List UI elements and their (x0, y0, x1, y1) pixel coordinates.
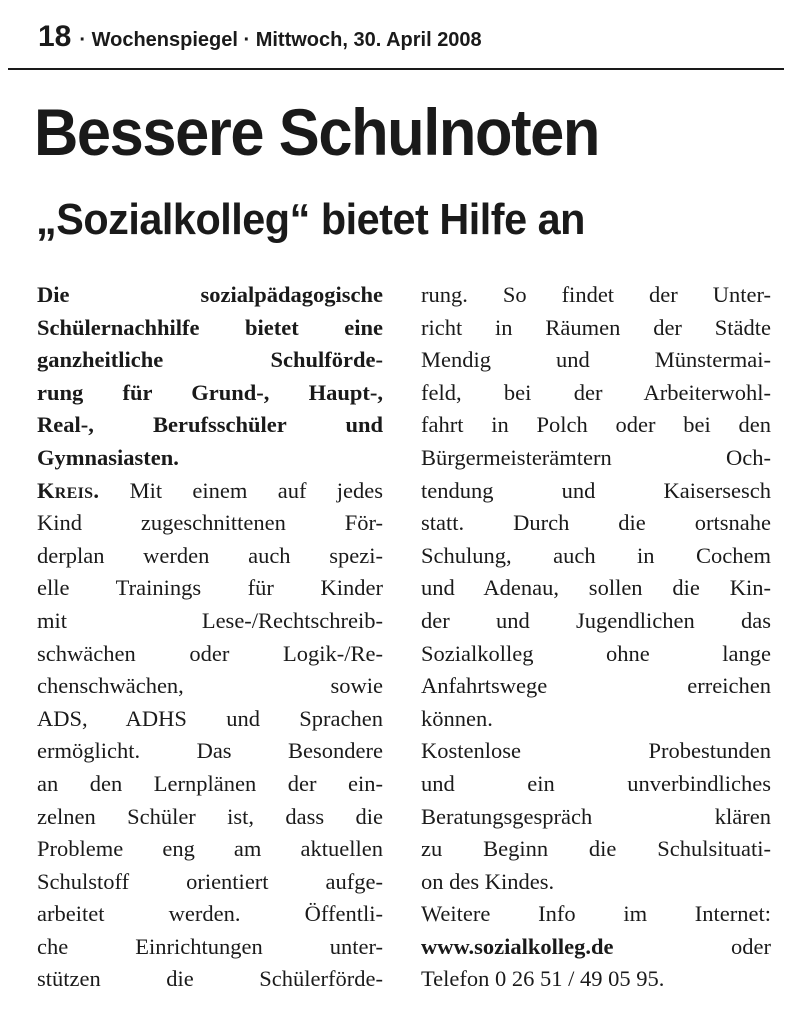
page-number: 18 (38, 20, 72, 53)
website-line (421, 931, 771, 964)
body-line: Schulung, auch in Cochem (421, 542, 771, 568)
body-line: tendung und Kaisersesch (421, 477, 771, 503)
website-link[interactable]: www.sozialkolleg.de (421, 933, 614, 959)
lead-line: rung für Grund-, Haupt-, (37, 379, 383, 405)
body-line: zu Beginn die Schulsituati- (421, 836, 771, 862)
body-line: statt. Durch die ortsnahe (421, 510, 771, 536)
article-body-left (37, 475, 383, 997)
body-line: Kostenlose Probestunden (421, 738, 771, 764)
article-column-left (37, 279, 383, 996)
body-line: derplan werden auch spezi- (37, 542, 383, 568)
body-line: ermöglicht. Das Besondere (37, 738, 383, 764)
body-line: Weitere Info im Internet: (421, 901, 771, 927)
website-suffix: oder (731, 933, 771, 959)
lead-line: Real-, Berufsschüler und (37, 412, 383, 438)
body-line: schwächen oder Logik-/Re- (37, 640, 383, 666)
body-line: chenschwächen, sowie (37, 673, 383, 699)
body-line: on des Kindes. (421, 868, 555, 894)
body-line: Beratungsgespräch klären (421, 803, 771, 829)
body-line: Anfahrtswege erreichen (421, 673, 771, 699)
lead-line: Schülernachhilfe bietet eine (37, 314, 383, 340)
body-line: und ein unverbindliches (421, 770, 771, 796)
body-line-text: Mit einem auf jedes (129, 477, 384, 503)
body-line-first (37, 475, 383, 508)
body-line: Sozialkolleg ohne lange (421, 640, 771, 666)
body-line: an den Lernplänen der ein- (37, 770, 383, 796)
header-rule (8, 68, 784, 70)
phone-line: Telefon 0 26 51 / 49 05 95. (421, 966, 665, 992)
dateline: Kreis. (37, 477, 100, 503)
body-line: Probleme eng am aktuellen (37, 836, 383, 862)
lead-line: ganzheitliche Schulförde- (37, 347, 383, 373)
publication-date-line: · Wochenspiegel · Mittwoch, 30. April 2008 (79, 29, 482, 51)
body-line: stützen die Schülerförde- (37, 966, 383, 992)
lead-line: Gymnasiasten. (37, 444, 179, 470)
article-lead (37, 279, 383, 475)
body-line: richt in Räumen der Städte (421, 314, 771, 340)
article-headline: Bessere Schulnoten (34, 95, 600, 169)
body-line: Bürgermeisterämtern Och- (421, 444, 771, 470)
page-header (38, 20, 482, 60)
body-line: feld, bei der Arbeiterwohl- (421, 379, 771, 405)
body-line: Mendig und Münstermai- (421, 347, 771, 373)
body-line: ADS, ADHS und Sprachen (37, 705, 383, 731)
body-line: mit Lese-/Rechtschreib- (37, 607, 383, 633)
body-line: Schulstoff orientiert aufge- (37, 868, 383, 894)
article-subheadline: „Sozialkolleg“ bietet Hilfe an (36, 195, 585, 244)
body-line: che Einrichtungen unter- (37, 933, 383, 959)
body-line: fahrt in Polch oder bei den (421, 412, 771, 438)
body-line: der und Jugendlichen das (421, 607, 771, 633)
body-line: rung. So findet der Unter- (421, 282, 771, 307)
body-line: arbeitet werden. Öffentli- (37, 901, 383, 927)
body-line: Kind zugeschnittenen För- (37, 510, 383, 536)
body-line: elle Trainings für Kinder (37, 575, 383, 601)
article-column-right (421, 279, 771, 996)
body-line: können. (421, 705, 493, 731)
lead-line: Die sozialpädagogische (37, 282, 383, 307)
body-line: und Adenau, sollen die Kin- (421, 575, 771, 601)
body-line: zelnen Schüler ist, dass die (37, 803, 383, 829)
